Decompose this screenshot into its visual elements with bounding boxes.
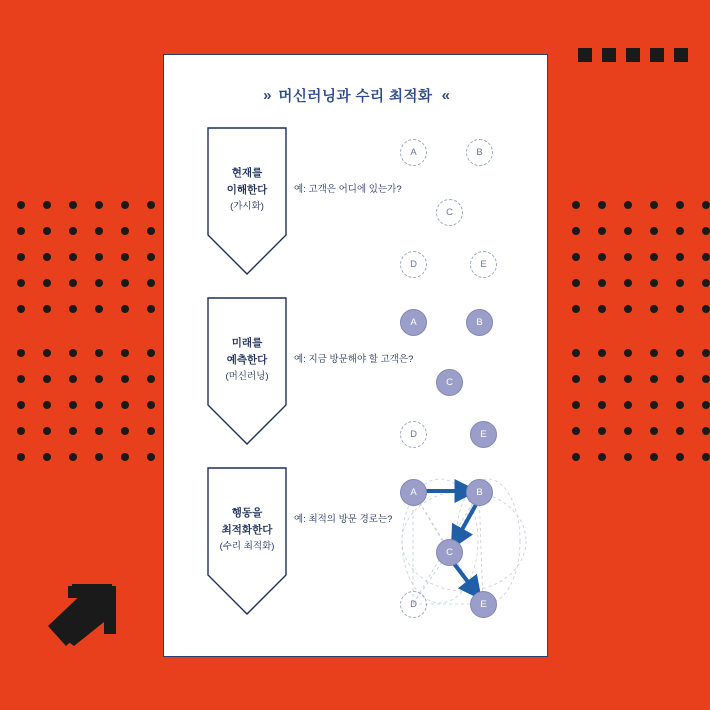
decorative-dot (8, 340, 34, 366)
decorative-dot (641, 444, 667, 470)
decorative-dot (60, 444, 86, 470)
decorative-dot (693, 192, 710, 218)
node-a: A (400, 139, 427, 166)
pennant-label-2 (207, 467, 287, 593)
node-e: E (470, 421, 497, 448)
decorative-dot (34, 366, 60, 392)
dot-grid-right-top (563, 192, 710, 322)
node-d: D (400, 591, 427, 618)
node-b: B (466, 479, 493, 506)
decorative-dot (667, 340, 693, 366)
stage-optimize (164, 461, 547, 631)
decorative-dot (667, 244, 693, 270)
decorative-dot (563, 296, 589, 322)
decorative-dot (60, 192, 86, 218)
decorative-dot (86, 218, 112, 244)
stage-predict (164, 291, 547, 461)
decorative-dot (112, 244, 138, 270)
pennant-label-1 (207, 297, 287, 423)
decorative-dot (112, 192, 138, 218)
decorative-dot (615, 244, 641, 270)
decorative-dot (112, 392, 138, 418)
decorative-dot (641, 244, 667, 270)
decorative-dot (138, 366, 164, 392)
decorative-dot (138, 270, 164, 296)
decorative-dot (138, 392, 164, 418)
decorative-square (602, 48, 616, 62)
decorative-dot (563, 340, 589, 366)
decorative-dot (86, 192, 112, 218)
stage-question-2: 예: 최적의 방문 경로는? (294, 514, 393, 525)
decorative-dot (563, 270, 589, 296)
decorative-dot (34, 218, 60, 244)
decorative-dot (667, 366, 693, 392)
decorative-dot (112, 270, 138, 296)
decorative-dot (641, 192, 667, 218)
decorative-dot (8, 218, 34, 244)
decorative-dot (86, 444, 112, 470)
decorative-dot (589, 218, 615, 244)
stage-heading-line2: 이해한다 (226, 184, 268, 197)
decorative-dot (641, 296, 667, 322)
decorative-dot (86, 392, 112, 418)
decorative-dot (8, 366, 34, 392)
poster-title-row (164, 85, 547, 106)
decorative-dot (34, 392, 60, 418)
decorative-dot (34, 296, 60, 322)
decorative-dot (693, 444, 710, 470)
decorative-dot (693, 340, 710, 366)
poster-sheet (163, 54, 548, 657)
decorative-dot (60, 418, 86, 444)
decorative-dot (667, 192, 693, 218)
decorative-dot (615, 444, 641, 470)
node-map-2 (392, 461, 542, 631)
node-c: C (436, 369, 463, 396)
decorative-dot (693, 218, 710, 244)
decorative-dot (589, 418, 615, 444)
decorative-dot (615, 270, 641, 296)
node-d: D (400, 421, 427, 448)
pennant-label-0 (207, 127, 287, 253)
stage-heading-line1: 행동을 (231, 506, 263, 519)
decorative-dot (589, 296, 615, 322)
decorative-dot (112, 444, 138, 470)
decorative-dot (34, 444, 60, 470)
decorative-dot (615, 366, 641, 392)
decorative-dot (563, 366, 589, 392)
node-d: D (400, 251, 427, 278)
decorative-dot (86, 340, 112, 366)
node-map-0 (392, 121, 542, 291)
decorative-dot (615, 392, 641, 418)
decorative-dot (589, 392, 615, 418)
decorative-dot (641, 340, 667, 366)
decorative-dot (8, 418, 34, 444)
node-b: B (466, 139, 493, 166)
decorative-dot (641, 270, 667, 296)
decorative-dot (138, 444, 164, 470)
stage-heading-sub: (머신러닝) (225, 371, 269, 383)
decorative-dot (60, 392, 86, 418)
decorative-dot (60, 218, 86, 244)
dot-grid-right-bottom (563, 340, 710, 470)
node-e: E (470, 591, 497, 618)
decorative-dot (693, 392, 710, 418)
decorative-dot (589, 444, 615, 470)
decorative-dot (693, 296, 710, 322)
decorative-squares (578, 48, 688, 62)
decorative-dot (641, 392, 667, 418)
decorative-dot (112, 218, 138, 244)
decorative-dot (641, 366, 667, 392)
decorative-dot (112, 366, 138, 392)
decorative-dot (563, 244, 589, 270)
decorative-dot (563, 444, 589, 470)
decorative-dot (8, 392, 34, 418)
decorative-dot (138, 244, 164, 270)
decorative-dot (8, 192, 34, 218)
decorative-dot (60, 340, 86, 366)
decorative-dot (86, 418, 112, 444)
decorative-dot (138, 192, 164, 218)
decorative-dot (589, 244, 615, 270)
decorative-dot (86, 244, 112, 270)
decorative-square (626, 48, 640, 62)
node-a: A (400, 479, 427, 506)
decorative-dot (34, 340, 60, 366)
decorative-dot (112, 418, 138, 444)
decorative-square (650, 48, 664, 62)
decorative-dot (615, 296, 641, 322)
decorative-dot (34, 270, 60, 296)
decorative-dot (34, 244, 60, 270)
decorative-dot (589, 366, 615, 392)
decorative-dot (693, 270, 710, 296)
decorative-dot (615, 218, 641, 244)
node-b: B (466, 309, 493, 336)
decorative-dot (138, 340, 164, 366)
decorative-dot (138, 218, 164, 244)
decorative-square (578, 48, 592, 62)
decorative-dot (138, 296, 164, 322)
chevron-left-icon: « (441, 87, 448, 104)
decorative-dot (615, 340, 641, 366)
decorative-dot (667, 418, 693, 444)
decorative-dot (641, 418, 667, 444)
stage-heading-line1: 현재를 (231, 166, 263, 179)
stage-question-1: 예: 지금 방문해야 할 고객은? (294, 354, 414, 365)
decorative-dot (667, 218, 693, 244)
decorative-dot (563, 218, 589, 244)
stage-heading-sub: (가시화) (230, 201, 264, 213)
decorative-dot (86, 366, 112, 392)
stage-heading-line2: 최적화한다 (221, 524, 273, 537)
decorative-dot (667, 296, 693, 322)
dot-grid-left-top (8, 192, 164, 322)
stage-heading-sub: (수리 최적화) (219, 541, 275, 553)
decorative-dot (589, 270, 615, 296)
page-title: 머신러닝과 수리 최적화 (278, 89, 433, 105)
decorative-dot (615, 418, 641, 444)
decorative-dot (667, 444, 693, 470)
decorative-dot (563, 418, 589, 444)
decorative-dot (8, 244, 34, 270)
stage-heading-line1: 미래를 (231, 336, 263, 349)
decorative-dot (60, 244, 86, 270)
node-c: C (436, 199, 463, 226)
arrow-up-right-icon (46, 584, 118, 646)
decorative-dot (589, 192, 615, 218)
decorative-dot (615, 192, 641, 218)
node-map-1 (392, 291, 542, 461)
stage-question-0: 예: 고객은 어디에 있는가? (294, 184, 402, 195)
decorative-dot (60, 270, 86, 296)
decorative-dot (667, 392, 693, 418)
decorative-dot (8, 270, 34, 296)
decorative-dot (563, 392, 589, 418)
decorative-dot (60, 366, 86, 392)
decorative-dot (112, 296, 138, 322)
decorative-dot (60, 296, 86, 322)
decorative-dot (563, 192, 589, 218)
decorative-dot (589, 340, 615, 366)
dot-grid-left-bottom (8, 340, 164, 470)
decorative-dot (112, 340, 138, 366)
node-a: A (400, 309, 427, 336)
decorative-dot (641, 218, 667, 244)
stage-heading-line2: 예측한다 (226, 354, 268, 367)
decorative-square (674, 48, 688, 62)
decorative-dot (34, 418, 60, 444)
decorative-dot (693, 244, 710, 270)
decorative-dot (86, 296, 112, 322)
decorative-dot (667, 270, 693, 296)
chevron-right-icon: » (263, 87, 270, 104)
node-c: C (436, 539, 463, 566)
decorative-dot (693, 366, 710, 392)
decorative-dot (8, 296, 34, 322)
node-e: E (470, 251, 497, 278)
decorative-dot (8, 444, 34, 470)
stage-understand (164, 121, 547, 291)
decorative-dot (138, 418, 164, 444)
decorative-dot (34, 192, 60, 218)
decorative-dot (86, 270, 112, 296)
decorative-dot (693, 418, 710, 444)
